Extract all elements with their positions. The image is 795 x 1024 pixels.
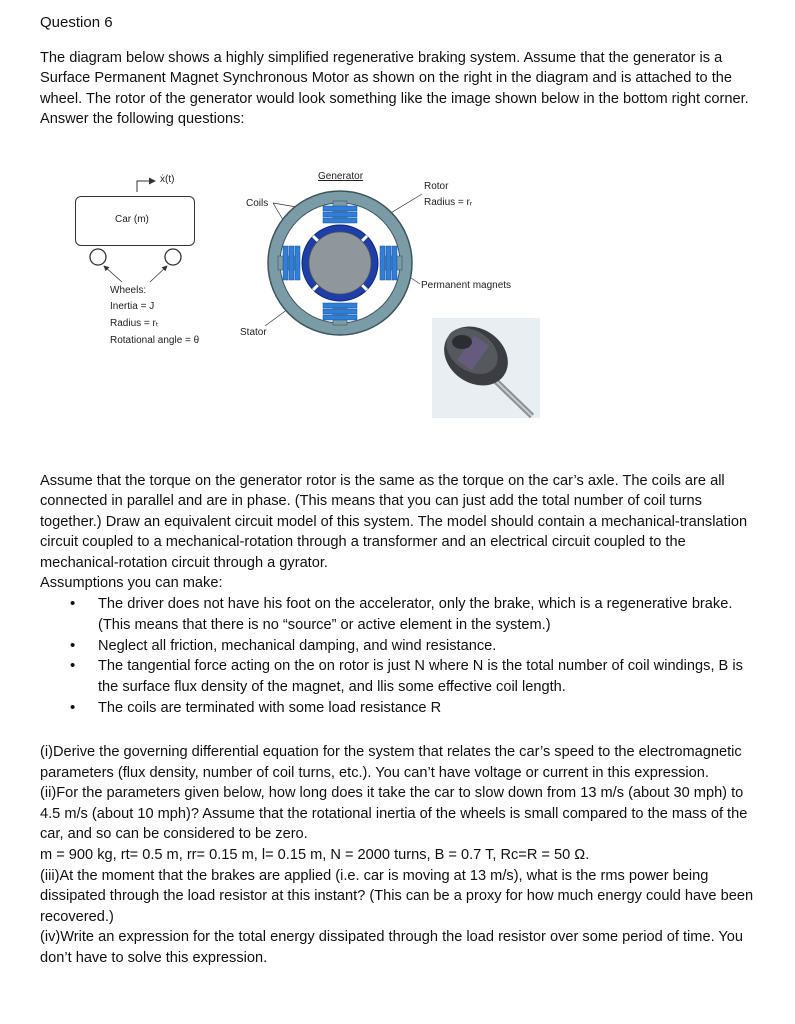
assumption-list (40, 594, 765, 719)
question-i: (i)Derive the governing differential equation for the system that relates the car’s speed to the electromagnetic parameters (flux density, number of coil turns, etc.). You can’t have voltage or current in this expression. (40, 744, 742, 781)
coils-label: Coils (246, 198, 269, 209)
assumptions-heading: Assumptions you can make: (40, 575, 223, 591)
rotor-radius-label: Radius = rᵣ (424, 197, 473, 208)
assumption-item: • Neglect all friction, mechanical damping, and wind resistance. (40, 636, 765, 657)
assumption-item: • The tangential force acting on the on rotor is just N where N is the total number of coil windings, B is the surface flux density of the magnet, and llis some effective coil length. (40, 656, 765, 698)
rotor-label: Rotor (424, 181, 449, 192)
question-iii: (iii)At the moment that the brakes are applied (i.e. car is moving at 13 m/s), what is the rms power being dissipated through the load resistor at this instant? (This can be a proxy for how much energy could have been recovered.) (40, 867, 754, 925)
assumption-item: • The coils are terminated with some load resistance R (40, 698, 765, 719)
wheels-inertia: Inertia = J (110, 301, 155, 312)
stator-label: Stator (240, 327, 267, 338)
wheels-radius: Radius = rₜ (110, 318, 159, 329)
assumption-item: • The driver does not have his foot on the accelerator, only the brake, which is a regenerative brake. (This means that there is no “source” or active element in the system.) (40, 594, 765, 636)
generator-cross-section (265, 188, 415, 338)
question-iv: (iv)Write an expression for the total energy dissipated through the load resistor over some period of time. You don’t have to solve this expression. (40, 929, 744, 966)
generator-label: Generator (318, 171, 364, 182)
permanent-magnets-label: Permanent magnets (421, 280, 512, 291)
car-label: Car (m) (115, 214, 149, 225)
parameter-list: m = 900 kg, rt= 0.5 m, rr= 0.15 m, l= 0.15 m, N = 2000 turns, B = 0.7 T, Rc=R = 50 Ω. (40, 846, 590, 863)
velocity-label: ẋ(t) (160, 174, 175, 185)
question-block (40, 742, 765, 969)
rotor-photo (432, 318, 540, 418)
regenerative-braking-diagram (60, 160, 560, 460)
question-title: Question 6 (40, 14, 113, 31)
assumption-paragraph: Assume that the torque on the generator rotor is the same as the torque on the car’s axle. The coils are all connected in parallel and are in phase. (This means that you can just add the total number of coil turns together.) Draw an equivalent circuit model of this system. The model should contain a mechanical-translation circuit coupled to a mechanical-rotation through a transformer and an electrical circuit coupled to the mechanical-rotation circuit through a gyrator. (40, 473, 748, 571)
wheels-title: Wheels: (110, 285, 147, 296)
question-ii: (ii)For the parameters given below, how long does it take the car to slow down from 13 m/s (about 30 mph) to 4.5 m/s (about 10 mph)? Assume that the rotational inertia of the wheels is small compared to the mass of the car, and so can be considered to be zero. (40, 785, 748, 843)
intro-paragraph: The diagram below shows a highly simplified regenerative braking system. Assume that the generator is a Surface Permanent Magnet Synchronous Motor as shown on the right in the diagram and is attached to the wheel. The rotor of the generator would look something like the image shown below in the bottom right corner. Answer the following questions: (40, 50, 749, 128)
wheels-rotational-angle: Rotational angle = θ (110, 335, 200, 346)
